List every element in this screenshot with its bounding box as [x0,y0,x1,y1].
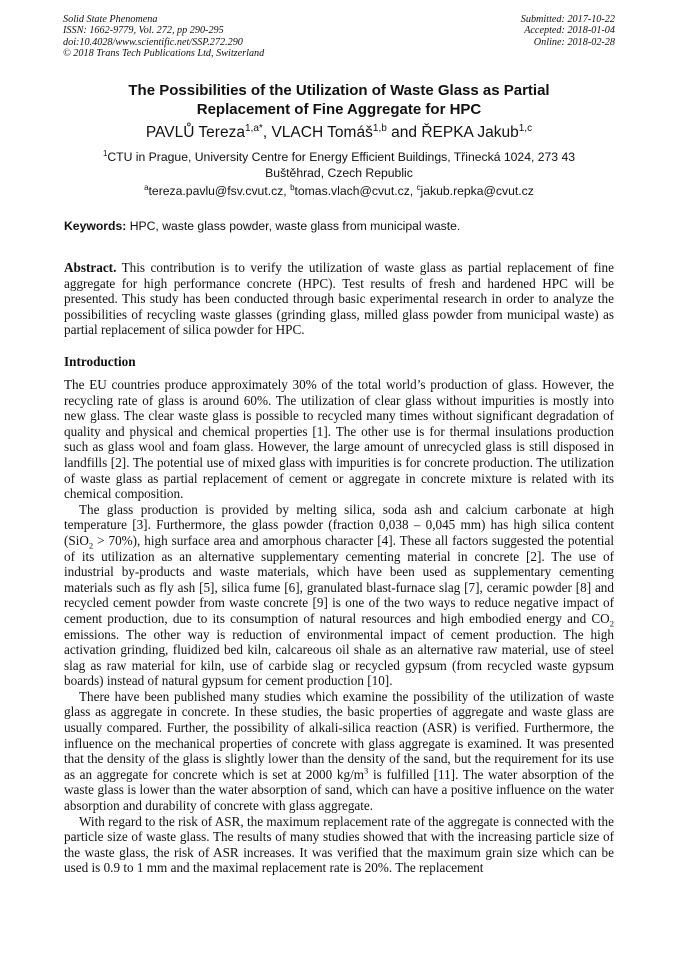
text: There have been published many studies which examine the possibility of the utilization of waste glass as aggregate in concrete. In these studies, the basic properties of aggregate and waste glass are usually compared. Further, the possibility of alkali-silica reaction (ASR) is verified. Furthermore, the influence on the mechanical properties of concrete with glass aggregate is examined. It was presented that the density of the glass is slightly lower than the density of the sand, but the requirement for its use as an aggregate for concrete which is set at 2000 kg/m [64,688,614,782]
superscript: 3 [364,765,369,776]
author-affil: 1,a* [244,122,263,134]
accepted-date: Accepted: 2018-01-04 [524,25,615,37]
subscript: 2 [609,618,614,629]
authors [64,124,614,142]
title-line-2: Replacement of Fine Aggregate for HPC [196,101,482,118]
author-name: ŘEPKA Jakub [421,124,519,141]
section-heading-introduction: Introduction [64,354,136,369]
author-name: VLACH Tomáš [271,124,373,141]
affil-sup: 1 [102,148,108,158]
paragraph [64,689,614,814]
journal-name: Solid State Phenomena [63,14,158,25]
subscript: 2 [88,540,94,551]
paragraph [64,502,614,689]
text: is fulfilled [11]. The water absorption of the waste glass is lower than the water absorption of sand, which can have a positive influence on the water absorption and durability of concrete with glass aggregate. [64,766,615,814]
journal-info [63,14,264,60]
paragraph: With regard to the risk of ASR, the maximum replacement rate of the aggregate is connected with the particle size of waste glass. The results of many studies showed that with the increasing particle size of the waste glass, the risk of ASR increases. It was verified that the maximum grain size which can be used is 0.9 to 1 mm and the maximal replacement rate is 20%. The replacement [64,813,614,876]
affil-line-2: Buštěhrad, Czech Republic [265,166,413,180]
emails [64,184,614,198]
paper-title [64,81,614,119]
copyright: © 2018 Trans Tech Publications Ltd, Switzerland [63,48,265,60]
author-sep: , [262,124,272,141]
abstract-text: This contribution is to verify the utilization of waste glass as partial replacement of fine aggregate for high performance concrete (HPC). Test results of fresh and hardened HPC will be presented. This study has been conducted through basic experimental research in order to analyze the possibilities of recycling waste glasses (grinding glass, milled glass powder from municipal waste) as partial replacement of silica powder for HPC. [64,260,614,338]
author-sep: and [386,124,422,141]
paragraph: The EU countries produce approximately 30% of the total world’s production of glass. However, the recycling rate of glass is around 60%. The utilization of clear glass without impurities is mostly into new glass. The clear waste glass is possible to recycled many times without significant degradation of quality and physical and chemical properties [1]. The other use is for thermal insulations production such as glass wool and foam glass. However, the large amount of unrecycled glass is still disposed in landfills [2]. The potential use of mixed glass with impurities is for concrete production. The utilization of waste glass as partial replacement of cement or aggregate in concrete mixture is related with its chemical composition. [64,377,614,502]
email-sup: a [144,182,149,192]
email-sup: b [290,182,295,192]
online-date: Online: 2018-02-28 [533,36,615,48]
email[interactable]: tereza.pavlu@fsv.cvut.cz, [148,184,291,198]
author-name: PAVLŮ Tereza [145,124,245,141]
doi: doi:10.4028/www.scientific.net/SSP.272.290 [63,36,243,48]
author-affil: 1,b [372,122,387,134]
text: > 70%), high surface area and amorphous character [4]. These all factors suggested the potential of its utilization as an alternative supplementary cementing material in concrete [2]. The use of industrial by-products and waste materials, which have been used as supplementary cementing materials such as fly ash [5], silica fume [6], granulated blast-furnace slag [7], ceramic powder [8] and recycled cement powder from waste concrete [9] is one of the two ways to reduce negative impact of cement production, due to its consumption of natural resources and high embodied energy and CO [64,532,614,626]
keywords [64,219,614,233]
email-sup: c [416,182,421,192]
affiliation [64,149,614,181]
email[interactable]: jakub.repka@cvut.cz [420,184,534,198]
dates-info [521,14,615,48]
abstract-label: Abstract. [64,260,117,275]
affil-line-1: CTU in Prague, University Centre for Energy Efficient Buildings, Třinecká 1024, 273 43 [107,150,576,164]
title-line-1: The Possibilities of the Utilization of Waste Glass as Partial [128,82,550,99]
issn: ISSN: 1662-9779, Vol. 272, pp 290-295 [63,25,224,37]
abstract [64,260,614,338]
text: The glass production is provided by melting silica, soda ash and calcium carbonate at high temperature [3]. Furthermore, the glass powder (fraction 0,038 – 0,045 mm) has high silica content (SiO [64,501,614,548]
keywords-text: HPC, waste glass powder, waste glass from municipal waste. [126,219,461,233]
submitted-date: Submitted: 2017-10-22 [520,14,615,25]
keywords-label: Keywords: [64,219,127,233]
email[interactable]: tomas.vlach@cvut.cz, [294,184,417,198]
text: emissions. The other way is reduction of environmental impact of cement production. The high activation grinding, fluidized bed kiln, calcareous oil shale as an alternative raw material, use of steel slag as raw material for kiln, use of carbide slag or recycled gypsum (from recycled waste gypsum boards) instead of natural gypsum for cement production [10]. [64,626,614,689]
introduction-body [64,377,614,876]
author-affil: 1,c [518,122,533,134]
